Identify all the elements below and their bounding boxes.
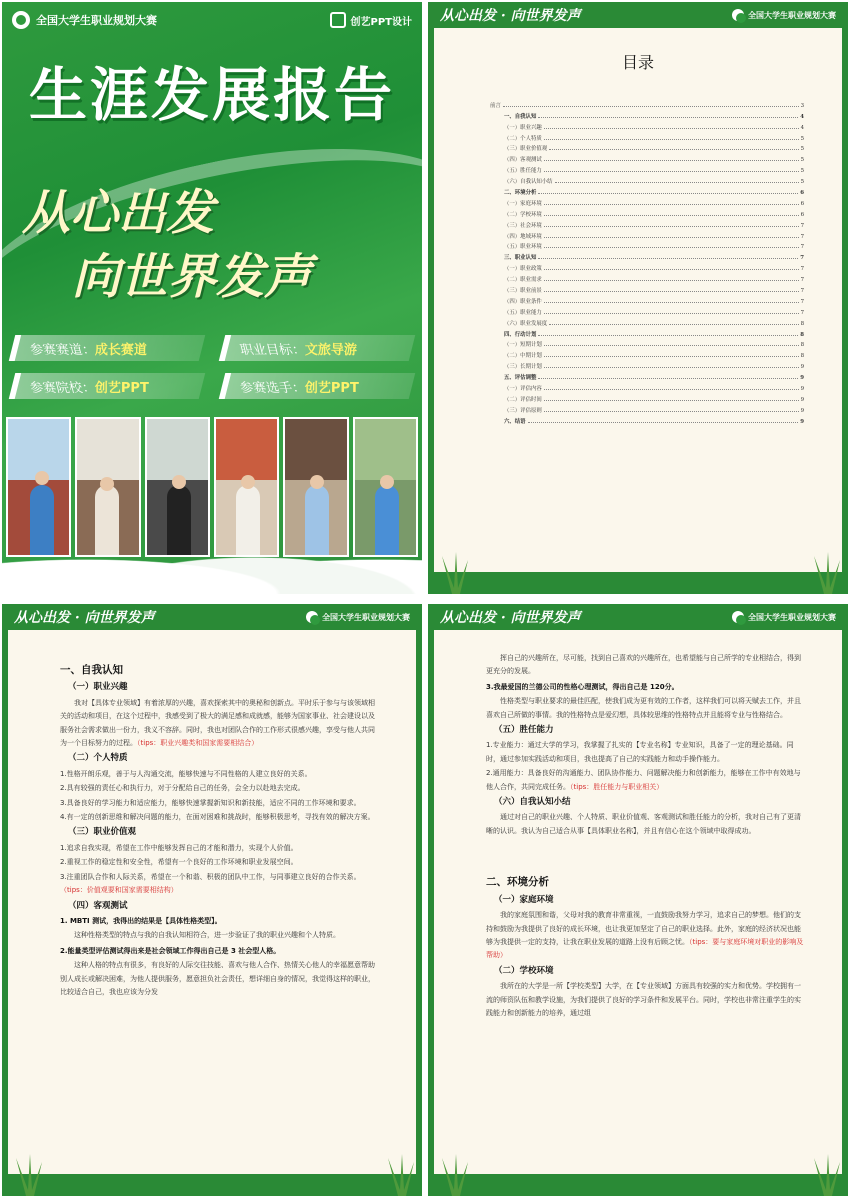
- list-item: 2.具有较强的责任心和执行力，对于分配给自己的任务，会全力以赴地去完成。: [60, 784, 305, 793]
- toc-entry-label: （一）短期计划: [504, 342, 542, 349]
- toc-entry-label: 前言: [490, 102, 501, 109]
- toc-page-number: 5: [800, 135, 804, 142]
- competition-name: 全国大学生职业规划大赛: [36, 14, 157, 27]
- competition-logo-icon: [732, 611, 744, 623]
- toc-leader-dots: [544, 160, 799, 161]
- toc-leader-dots: [544, 269, 799, 270]
- toc-page-number: 7: [800, 298, 804, 305]
- toc-entry-label: （二）中期计划: [504, 353, 542, 360]
- toc-entry-label: 四、行动计划: [504, 331, 537, 338]
- page-content: [60, 658, 380, 1001]
- tip-note: （tips：胜任能力与职业相关）: [570, 782, 664, 791]
- toc-leader-dots: [544, 204, 799, 205]
- toc-leader-dots: [544, 302, 799, 303]
- grass-decoration-icon: [804, 548, 844, 594]
- toc-entry-label: 二、环境分析: [504, 190, 537, 197]
- toc-entry[interactable]: [490, 131, 804, 142]
- competition-logo-icon: [12, 11, 30, 29]
- test-title: 3.我最爱国的兰德公司的性格心理测试，得出自己是 120分。: [486, 682, 679, 691]
- subsection-heading: （一）家庭环境: [494, 894, 554, 905]
- toc-page-number: 9: [800, 364, 804, 371]
- toc-entry-label: （三）社会环境: [504, 222, 542, 229]
- section-heading: 一、自我认知: [60, 664, 123, 676]
- grass-decoration-icon: [432, 1150, 472, 1196]
- toc-entry[interactable]: [490, 338, 804, 349]
- toc-entry[interactable]: [490, 229, 804, 240]
- toc-entry-label: 一、自我认知: [504, 113, 537, 120]
- page-frame: [434, 630, 842, 1174]
- subsection-heading: （五）胜任能力: [494, 725, 554, 736]
- toc-leader-dots: [528, 422, 799, 423]
- toc-page-number: 9: [800, 375, 804, 382]
- test-title: 2.能量类型评估测试得出来是社会领域工作得出自己是 3 社会型人格。: [60, 946, 281, 955]
- toc-leader-dots: [538, 258, 798, 259]
- toc-page-number: 7: [800, 277, 804, 284]
- toc-leader-dots: [544, 345, 799, 346]
- toc-entry-label: （三）长期计划: [504, 364, 542, 371]
- designer-logo-icon: [330, 12, 346, 28]
- toc-entry-label: （一）家庭环境: [504, 200, 542, 207]
- toc-leader-dots: [538, 378, 798, 379]
- section-heading: 二、环境分析: [486, 876, 549, 889]
- toc-entry[interactable]: [490, 381, 804, 392]
- toc-leader-dots: [538, 335, 798, 336]
- toc-leader-dots: [538, 193, 798, 194]
- toc-entry[interactable]: [490, 109, 804, 120]
- toc-entry[interactable]: [490, 142, 804, 153]
- toc-page-number: 6: [800, 200, 804, 207]
- designer-name: 创艺PPT设计: [350, 16, 412, 28]
- tip-note: （tips：职业兴趣类和国家需要相结合）: [137, 739, 259, 748]
- grass-decoration-icon: [6, 1150, 46, 1196]
- toc-entry-label: 六、结语: [504, 418, 526, 425]
- paragraph: 我的家庭氛围和谐，父母对我的教育非常重视，一直鼓励我努力学习，追求自己的梦想。他们的支持和鼓励为我提供了良好的成长环境，也让我更加坚定了自己的职业选择。此外，家庭的经济状况也能够为我提供一定的支持，让我在职业发展的道路上没有后顾之忧。（tips：要与家庭环境对职业的影响及帮助）: [486, 911, 804, 960]
- paragraph: 挥自己的兴趣所在，尽可能，找到自己喜欢的兴趣所在，也希望能与自己所学的专业相结合，得到更充分的发展。: [486, 654, 801, 676]
- subsection-heading: （四）客观测试: [68, 900, 128, 911]
- paragraph: 这种人格的特点有很多，有良好的人际交往技能、喜欢与他人合作、热情关心他人的幸福愿意帮助别人成长或解决困难，为他人提供服务，愿意担负社会责任，想详细自身的情况，我觉得这样的职业，比较适合自己，我也应该为分发: [60, 961, 375, 996]
- toc-entry[interactable]: [490, 403, 804, 414]
- toc-entry[interactable]: [490, 316, 804, 327]
- toc-entry[interactable]: [490, 327, 804, 338]
- toc-page-number: 9: [800, 418, 804, 425]
- cover-title: 生涯发展报告: [28, 61, 395, 129]
- page-header: [428, 2, 848, 28]
- list-item: 2.通用能力：具备良好的沟通能力、团队协作能力、问题解决能力和创新能力，能够在工作中有效地与他人合作，共同完成任务。（tips：胜任能力与职业相关）: [486, 769, 801, 791]
- toc-leader-dots: [544, 367, 799, 368]
- page-frame: [434, 28, 842, 572]
- toc-entry-label: 五、评估调整: [504, 375, 537, 382]
- toc-leader-dots: [544, 291, 799, 292]
- page-frame: [8, 630, 416, 1174]
- toc-entry-label: （二）个人特质: [504, 135, 542, 142]
- toc-leader-dots: [544, 139, 799, 140]
- toc-leader-dots: [544, 400, 799, 401]
- test-title: 1. MBTI 测试，我得出的结果是【具体性格类型】。: [60, 916, 222, 925]
- toc-entry-label: （二）评估时间: [504, 396, 542, 403]
- toc-entry[interactable]: [490, 261, 804, 272]
- toc-entry[interactable]: [490, 414, 804, 425]
- toc-leader-dots: [538, 117, 798, 118]
- toc-list: [490, 98, 804, 425]
- toc-entry-label: （三）职业前景: [504, 288, 542, 295]
- list-item: 1.专业能力：通过大学的学习，我掌握了扎实的【专业名称】专业知识，具备了一定的理论基础。同时，通过参加实践活动和项目，我也提高了自己的实践能力和动手操作能力。: [486, 741, 794, 763]
- toc-page-number: 7: [800, 222, 804, 229]
- toc-entry-label: （六）职业发展度: [504, 320, 548, 327]
- cover-brand-left: [12, 11, 157, 29]
- info-row-1: [2, 335, 422, 361]
- toc-page-number: 7: [800, 309, 804, 316]
- competition-logo-icon: [306, 611, 318, 623]
- toc-page-number: 8: [800, 320, 804, 327]
- subsection-heading: （二）个人特质: [68, 753, 128, 764]
- toc-leader-dots: [544, 313, 799, 314]
- cover-page: [2, 2, 422, 594]
- paragraph: 我对【具体专业领域】有着浓厚的兴趣，喜欢探索其中的奥秘和创新点。平时乐于参与与该领域相关的活动和项目，在这个过程中，我感受到了极大的满足感和成就感，能够为国家事业、社会建设以及服务社会需求做出一份力，我义不容辞。同时，我也对团队合作的工作形式很感兴趣，享受与他人共同为一个目标努力的过程。（tips：职业兴趣类和国家需要相结合）: [60, 698, 375, 748]
- info-track: 参赛赛道：成长赛道: [9, 335, 205, 361]
- toc-page-number: 6: [800, 211, 804, 218]
- toc-page: [428, 2, 848, 594]
- toc-page-number: 7: [800, 233, 804, 240]
- list-item: 3.具备良好的学习能力和适应能力，能够快速掌握新知识和新技能，适应不同的工作环境和要求。: [60, 798, 361, 807]
- toc-page-number: 5: [800, 168, 804, 175]
- toc-leader-dots: [544, 237, 799, 238]
- toc-entry[interactable]: [490, 196, 804, 207]
- toc-leader-dots: [549, 324, 798, 325]
- toc-entry-label: （四）地域环境: [504, 233, 542, 240]
- page-header: [428, 604, 848, 630]
- toc-page-number: 7: [800, 266, 804, 273]
- subsection-heading: （三）职业价值观: [68, 827, 137, 838]
- content-page-1: [2, 604, 422, 1196]
- list-item: 3.注重团队合作和人际关系，希望在一个和谐、积极的团队中工作，与同事建立良好的合作关系。（tips：价值观要和国家需要相结构）: [60, 872, 361, 895]
- toc-leader-dots: [544, 247, 799, 248]
- list-item: 1.性格开朗乐观，善于与人沟通交流，能够快速与不同性格的人建立良好的关系。: [60, 769, 312, 778]
- cover-slogan-line1: 从心出发: [22, 185, 215, 241]
- cover-slogan-line2: 向世界发声: [72, 249, 313, 305]
- toc-page-number: 7: [800, 244, 804, 251]
- competition-logo-icon: [732, 9, 744, 21]
- toc-page-number: 4: [800, 124, 804, 131]
- grass-decoration-icon: [378, 1150, 418, 1196]
- toc-page-number: 7: [800, 288, 804, 295]
- toc-leader-dots: [503, 106, 799, 107]
- toc-entry[interactable]: [490, 305, 804, 316]
- toc-entry-label: （一）职业政策: [504, 266, 542, 273]
- toc-page-number: 6: [800, 190, 804, 197]
- toc-entry[interactable]: [490, 348, 804, 359]
- page-content: [486, 652, 806, 1022]
- toc-page-number: 8: [800, 331, 804, 338]
- info-row-2: [2, 373, 422, 399]
- list-item: 2.重视工作的稳定性和安全性，希望有一个良好的工作环境和职业发展空间。: [60, 858, 298, 867]
- toc-entry[interactable]: [490, 152, 804, 163]
- toc-page-number: 5: [800, 146, 804, 153]
- grass-decoration-icon: [432, 548, 472, 594]
- header-slogan: 从心出发 · 向世界发声: [440, 610, 581, 626]
- toc-entry[interactable]: [490, 240, 804, 251]
- toc-entry-label: （一）职业兴趣: [504, 124, 542, 131]
- toc-leader-dots: [544, 389, 799, 390]
- toc-entry-label: 三、职业认知: [504, 255, 537, 262]
- toc-leader-dots: [549, 149, 798, 150]
- header-slogan: 从心出发 · 向世界发声: [440, 8, 581, 24]
- toc-page-number: 9: [800, 407, 804, 414]
- decorative-clouds: [2, 534, 422, 594]
- toc-entry-label: （五）胜任能力: [504, 168, 542, 175]
- toc-page-number: 3: [800, 102, 804, 109]
- toc-entry[interactable]: [490, 392, 804, 403]
- cover-brand-right: [330, 12, 412, 28]
- paragraph: 这种性格类型的特点与我的自我认知相符合，进一步验证了我的职业兴趣和个人特质。: [74, 931, 340, 940]
- toc-entry[interactable]: [490, 174, 804, 185]
- tip-note: （tips：要与家庭环境对职业的影响及帮助）: [486, 937, 804, 960]
- header-brand: 全国大学生职业规划大赛: [732, 611, 836, 623]
- header-brand: 全国大学生职业规划大赛: [732, 9, 836, 21]
- header-brand: 全国大学生职业规划大赛: [306, 611, 410, 623]
- toc-entry[interactable]: [490, 218, 804, 229]
- toc-entry-label: （五）职业能力: [504, 309, 542, 316]
- toc-entry-label: （二）职业需求: [504, 277, 542, 284]
- toc-entry[interactable]: [490, 207, 804, 218]
- toc-page-number: 5: [800, 179, 804, 186]
- toc-leader-dots: [544, 411, 799, 412]
- toc-entry[interactable]: [490, 163, 804, 174]
- grass-decoration-icon: [804, 1150, 844, 1196]
- subsection-heading: （一）职业兴趣: [68, 682, 128, 693]
- toc-page-number: 9: [800, 386, 804, 393]
- toc-entry[interactable]: [490, 185, 804, 196]
- cover-topbar: [2, 2, 422, 38]
- subsection-heading: （六）自我认知小结: [494, 797, 571, 808]
- info-school: 参赛院校：创艺PPT: [9, 373, 205, 399]
- page-header: [2, 604, 422, 630]
- toc-leader-dots: [544, 280, 799, 281]
- list-item: 1.追求自我实现，希望在工作中能够发挥自己的才能和潜力，实现个人价值。: [60, 843, 298, 852]
- toc-entry[interactable]: [490, 370, 804, 381]
- header-slogan: 从心出发 · 向世界发声: [14, 610, 155, 626]
- toc-entry[interactable]: [490, 98, 804, 109]
- paragraph: 通过对自己的职业兴趣、个人特质、职业价值观、客观测试和胜任能力的分析，我对自己有了更清晰的认识。我认为自己适合从事【具体职业名称】，并且有信心在这个领域中取得成功。: [486, 813, 801, 835]
- content-page-2: [428, 604, 848, 1196]
- toc-entry-label: （六）自我认知小结: [504, 179, 553, 186]
- subsection-heading: （二）学校环境: [494, 965, 554, 976]
- toc-entry-label: （四）职业条件: [504, 298, 542, 305]
- info-contestant: 参赛选手：创艺PPT: [219, 373, 415, 399]
- toc-leader-dots: [544, 226, 799, 227]
- toc-leader-dots: [555, 182, 799, 183]
- toc-title: 目录: [621, 53, 654, 72]
- toc-entry[interactable]: [490, 359, 804, 370]
- toc-entry[interactable]: [490, 283, 804, 294]
- toc-entry[interactable]: [490, 250, 804, 261]
- toc-leader-dots: [544, 356, 799, 357]
- toc-entry-label: （三）职业价值观: [504, 146, 548, 153]
- toc-page-number: 4: [800, 113, 804, 120]
- toc-entry[interactable]: [490, 294, 804, 305]
- info-career-goal: 职业目标：文旅导游: [219, 335, 415, 361]
- paragraph: 我所在的大学是一所【学校类型】大学，在【专业领域】方面具有较强的实力和优势。学校拥有一流的师资队伍和教学设施，为我们提供了良好的学习条件和发展平台。同时，学校也非常注重学生的实践能力和创新能力的培养，通过组: [486, 982, 801, 1017]
- toc-entry-label: （三）评估原则: [504, 407, 542, 414]
- toc-entry-label: （四）客观测试: [504, 157, 542, 164]
- toc-page-number: 7: [800, 255, 804, 262]
- toc-entry-label: （一）评估内容: [504, 386, 542, 393]
- toc-entry-label: （五）职业环境: [504, 244, 542, 251]
- paragraph: 性格类型与职业要求的最佳匹配，使我们成为更有效的工作者，这样我们可以将天赋去工作，并且喜欢自己所做的事情。我的性格特点是爱幻想，具体较思维的性格特点并且能将专业与性格结合。: [486, 697, 801, 719]
- toc-page-number: 8: [800, 353, 804, 360]
- toc-leader-dots: [544, 171, 799, 172]
- toc-page-number: 8: [800, 342, 804, 349]
- toc-page-number: 5: [800, 157, 804, 164]
- toc-page-number: 9: [800, 396, 804, 403]
- tip-note: （tips：价值观要和国家需要相结构）: [60, 886, 178, 895]
- toc-leader-dots: [544, 128, 799, 129]
- toc-leader-dots: [544, 215, 799, 216]
- list-item: 4.有一定的创新思维和解决问题的能力，在面对困难和挑战时，能够积极思考，寻找有效的解决方案。: [60, 813, 375, 822]
- toc-entry[interactable]: [490, 272, 804, 283]
- toc-entry[interactable]: [490, 120, 804, 131]
- toc-entry-label: （二）学校环境: [504, 211, 542, 218]
